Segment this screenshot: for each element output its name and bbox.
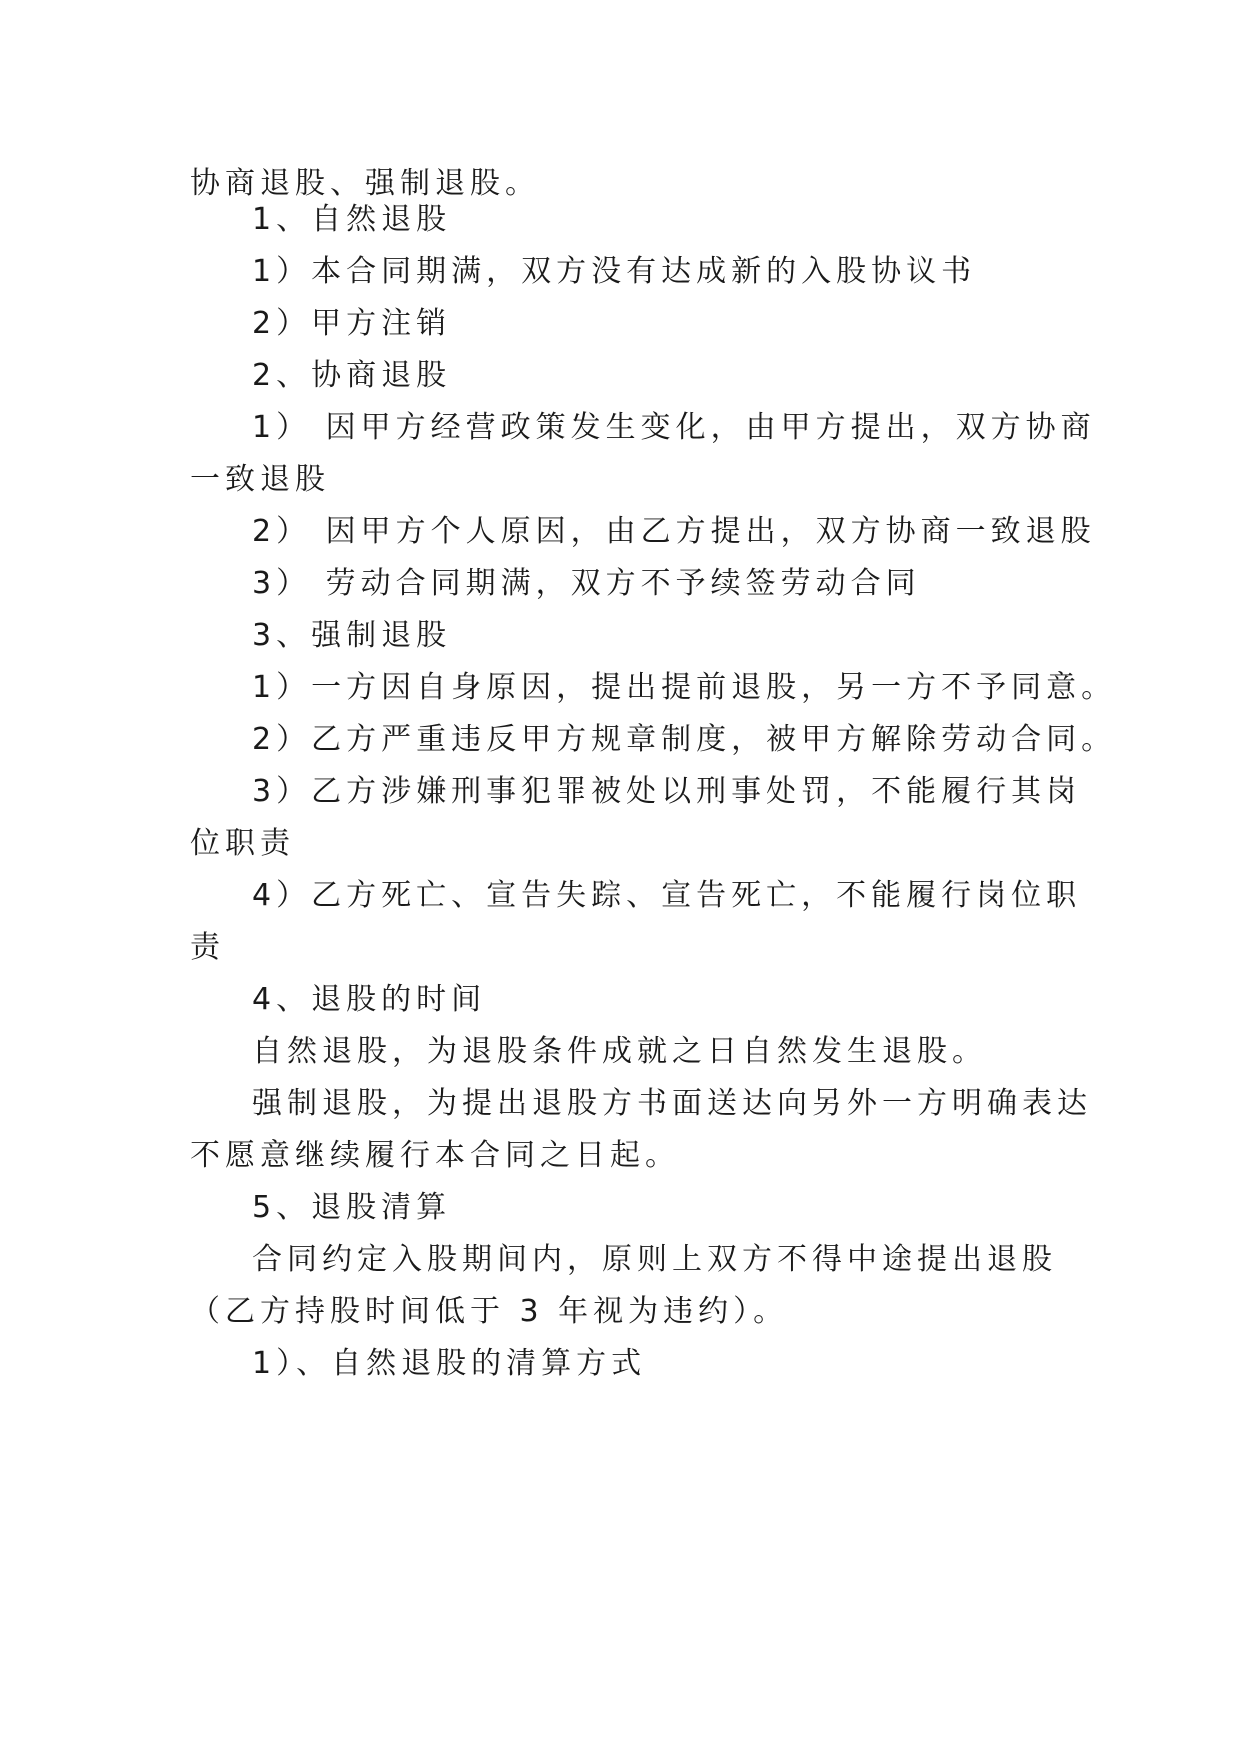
paragraph-continuation: 不愿意继续履行本合同之日起。 xyxy=(190,1138,680,1173)
list-item: 4）乙方死亡、宣告失踪、宣告死亡，不能履行岗位职 xyxy=(252,878,1082,913)
paragraph-line: 自然退股，为退股条件成就之日自然发生退股。 xyxy=(252,1034,987,1069)
section-heading: 4、退股的时间 xyxy=(252,982,487,1017)
paragraph-line: 合同约定入股期间内，原则上双方不得中途提出退股 xyxy=(252,1242,1057,1277)
list-item: 2） 因甲方个人原因，由乙方提出，双方协商一致退股 xyxy=(252,514,1096,549)
list-item: 2）乙方严重违反甲方规章制度，被甲方解除劳动合同。 xyxy=(252,722,1117,757)
paragraph-line: 强制退股，为提出退股方书面送达向另外一方明确表达 xyxy=(252,1086,1092,1121)
list-item: 1）本合同期满，双方没有达成新的入股协议书 xyxy=(252,254,977,289)
list-item: 3） 劳动合同期满，双方不予续签劳动合同 xyxy=(252,566,921,601)
list-item: 1）一方因自身原因，提出提前退股，另一方不予同意。 xyxy=(252,670,1117,705)
section-heading: 3、强制退股 xyxy=(252,618,452,653)
paragraph-continuation: （乙方持股时间低于 3 年视为违约）。 xyxy=(190,1294,789,1329)
section-heading: 2、协商退股 xyxy=(252,358,452,393)
section-heading: 5、退股清算 xyxy=(252,1190,452,1225)
list-item-continuation: 一致退股 xyxy=(190,462,330,497)
list-item-continuation: 责 xyxy=(190,930,225,965)
section-heading: 1、自然退股 xyxy=(252,202,452,237)
list-item: 3）乙方涉嫌刑事犯罪被处以刑事处罚，不能履行其岗 xyxy=(252,774,1082,809)
paragraph-line: 协商退股、强制退股。 xyxy=(190,166,540,201)
list-item: 1） 因甲方经营政策发生变化，由甲方提出，双方协商 xyxy=(252,410,1096,445)
subsection-heading: 1）、自然退股的清算方式 xyxy=(252,1346,647,1381)
list-item: 2）甲方注销 xyxy=(252,306,452,341)
list-item-continuation: 位职责 xyxy=(190,826,295,861)
